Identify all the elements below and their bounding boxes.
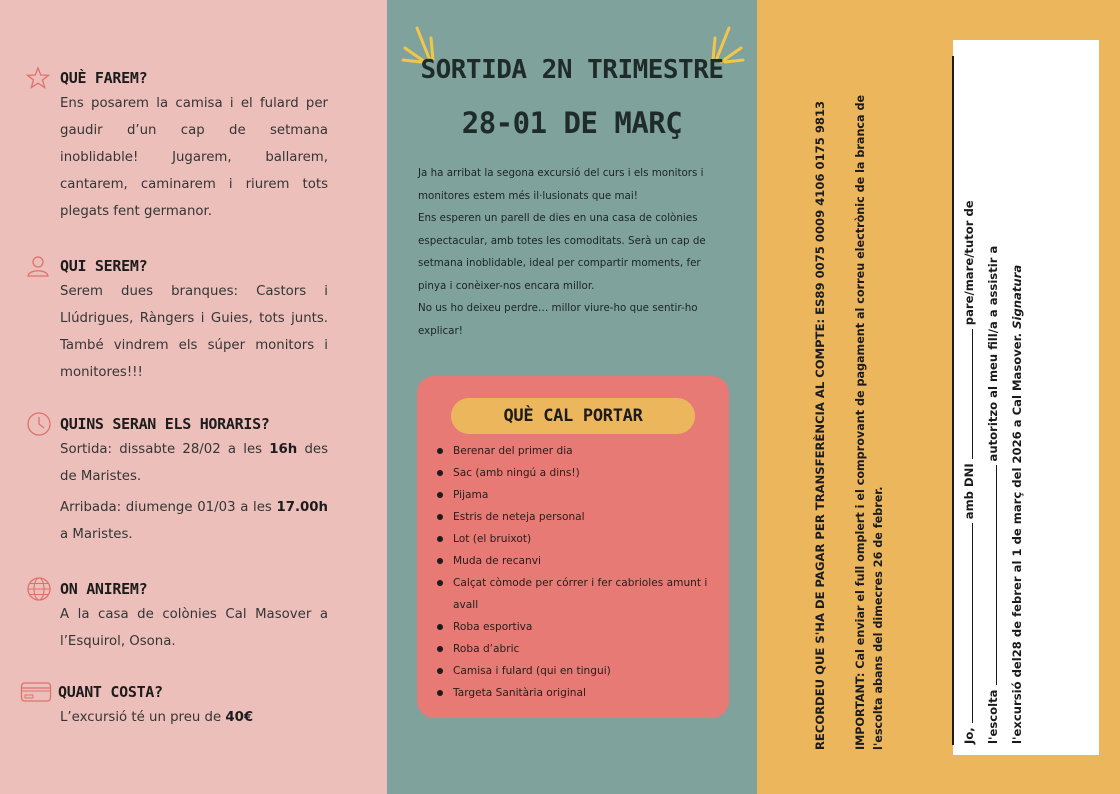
globe-icon (26, 577, 52, 601)
name-blank[interactable] (962, 523, 973, 723)
important-notice: IMPORTANT: Cal enviar el full omplert i el comprovant de pagament al correu electrònic de la branca de l'escolta abans del dimecres 26 de febrer. (854, 94, 885, 750)
section-qui-serem (26, 254, 328, 386)
page-title: SORTIDA 2N TRIMESTRE (420, 55, 724, 85)
section-title: ON ANIREM? (60, 580, 148, 598)
list-item: Calçat còmode per córrer i fer cabrioles amunt i avall (435, 572, 719, 616)
list-item: Roba d’abric (435, 638, 719, 660)
section-title: QUI SEREM? (60, 257, 148, 275)
price-value: 40€ (225, 710, 254, 725)
form-divider (952, 56, 954, 745)
arrive-place: a Maristes. (60, 527, 133, 542)
clock-icon (26, 412, 52, 436)
list-item: Sac (amb ningú a dins!) (435, 462, 719, 484)
price-text: L’excursió té un preu de (60, 710, 226, 725)
payment-notice: RECORDEU QUE S'HA DE PAGAR PER TRANSFERÈNCIA AL COMPTE: ES89 0075 0009 4106 0175 9813 (813, 100, 827, 750)
intro-paragraph: Ens esperen un parell de dies en una casa de colònies espectacular, amb totes les comoditats. Serà un cap de setmana inoblidable, ideal per compartir moments, fer pinya i conèixer-nos encara millor. (418, 212, 706, 292)
section-body (60, 704, 328, 731)
form-label-authorize: autoritzo al meu fill/a a assistir a (986, 245, 1000, 462)
packing-list-box (417, 376, 729, 718)
credit-card-icon (20, 680, 52, 704)
list-item: Lot (el bruixot) (435, 528, 719, 550)
arrive-text: Arribada: diumenge 01/03 a les (60, 500, 277, 515)
section-title: QUANT COSTA? (58, 683, 163, 701)
depart-time: 16h (269, 442, 298, 457)
list-item: Muda de recanvi (435, 550, 719, 572)
depart-place: des de Maristes. (60, 442, 328, 484)
child-blank[interactable] (986, 465, 997, 685)
middle-panel (387, 0, 757, 794)
trip-date: 28-01 DE MARÇ (461, 106, 683, 140)
dni-blank[interactable] (962, 329, 973, 459)
intro-text (418, 162, 730, 342)
depart-text: Sortida: dissabte 28/02 a les (60, 442, 270, 457)
section-on-anirem (26, 577, 328, 655)
packing-list (435, 440, 719, 704)
section-body: Serem dues branques: Castors i Llúdrigues, Ràngers i Guies, tots junts. També vindrem els súper monitors i monitores!!! (60, 284, 328, 380)
section-body (60, 436, 328, 548)
section-title: QUINS SERAN ELS HORARIS? (60, 415, 270, 433)
list-item: Estris de neteja personal (435, 506, 719, 528)
form-label-trip: l'excursió del28 de febrer al 1 de març del 2026 a Cal Masover. (1010, 332, 1024, 744)
section-body: Ens posarem la camisa i el fulard per gaudir d’un cap de setmana inoblidable! Jugarem, ballarem, cantarem, caminarem i riurem tots plegats fent germanor. (60, 96, 328, 219)
section-horaris (26, 412, 328, 548)
person-icon (26, 254, 52, 278)
intro-paragraph: Ja ha arribat la segona excursió del curs i els monitors i monitores estem més il·lusionats que mai! (418, 167, 704, 202)
form-label-dni: amb DNI (962, 463, 976, 520)
section-quant-costa (20, 680, 322, 731)
list-item: Berenar del primer dia (435, 440, 719, 462)
form-label-jo: Jo, (962, 727, 976, 744)
signature-label: Signatura (1010, 264, 1024, 329)
packing-list-title: QUÈ CAL PORTAR (451, 398, 695, 434)
list-item: Camisa i fulard (qui en tingui) (435, 660, 719, 682)
list-item: Targeta Sanitària original (435, 682, 719, 704)
form-label-escolta: l'escolta (986, 689, 1000, 744)
authorization-form-text (957, 44, 1029, 744)
intro-paragraph: No us ho deixeu perdre… millor viure-ho que sentir-ho explicar! (418, 302, 698, 337)
section-body: A la casa de colònies Cal Masover a l’Esquirol, Osona. (60, 607, 328, 649)
arrive-time: 17.00h (276, 500, 328, 515)
list-item: Roba esportiva (435, 616, 719, 638)
list-item: Pijama (435, 484, 719, 506)
star-icon (26, 66, 52, 90)
section-title: QUÈ FAREM? (60, 69, 148, 87)
section-que-farem (26, 66, 328, 225)
form-label-parent: pare/mare/tutor de (962, 200, 976, 326)
